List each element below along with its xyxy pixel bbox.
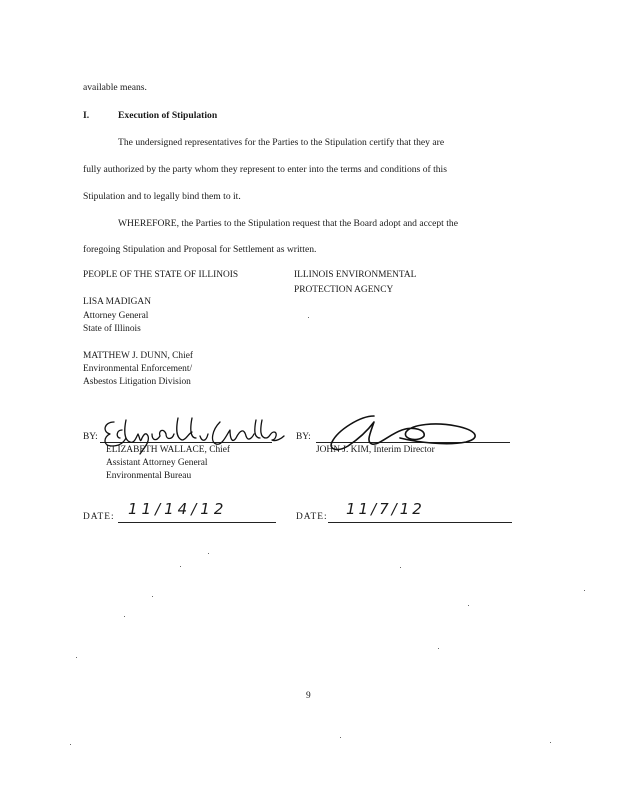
left-date-line: [118, 522, 276, 523]
scan-speck: [400, 567, 401, 568]
scan-speck: [124, 616, 125, 617]
paragraph2-line2: foregoing Stipulation and Proposal for Settlement as written.: [83, 244, 317, 255]
scan-speck: [340, 737, 341, 738]
scan-speck: [180, 566, 181, 567]
right-party-name-line2: PROTECTION AGENCY: [294, 285, 394, 295]
right-date-line: [328, 522, 512, 523]
right-by-label: BY:: [296, 432, 311, 442]
official2-name: MATTHEW J. DUNN, Chief: [83, 351, 193, 361]
official2-title1: Environmental Enforcement/: [83, 364, 193, 374]
paragraph2-line1: WHEREFORE, the Parties to the Stipulation request that the Board adopt and accept the: [118, 218, 458, 229]
official2-title2: Asbestos Litigation Division: [83, 377, 191, 387]
scan-speck: [438, 648, 439, 649]
section-number: I.: [83, 110, 90, 121]
official1-title: Attorney General: [83, 311, 149, 321]
scan-speck: [468, 605, 469, 606]
left-signatory-title1: Assistant Attorney General: [106, 458, 208, 468]
scan-speck: [70, 744, 71, 745]
left-signatory-title2: Environmental Bureau: [106, 471, 192, 481]
paragraph1-line1: The undersigned representatives for the Parties to the Stipulation certify that they are: [118, 137, 445, 148]
right-date-value: 11/7/12: [346, 500, 425, 518]
left-party-name: PEOPLE OF THE STATE OF ILLINOIS: [83, 270, 239, 280]
left-signatory-name: ELIZABETH WALLACE, Chief: [106, 445, 231, 455]
left-by-label: BY:: [83, 432, 98, 442]
scan-speck: [208, 553, 209, 554]
left-date-label: DATE:: [83, 512, 115, 522]
scan-speck: [308, 317, 309, 318]
right-date-label: DATE:: [296, 512, 328, 522]
scan-speck: [584, 590, 585, 591]
right-signatory-name: JOHN J. KIM, Interim Director: [316, 445, 435, 455]
section-title: Execution of Stipulation: [118, 110, 218, 121]
continuation-text: available means.: [83, 82, 147, 93]
scan-speck: [550, 742, 551, 743]
paragraph1-line3: Stipulation and to legally bind them to it.: [83, 191, 241, 202]
official1-name: LISA MADIGAN: [83, 297, 151, 307]
official1-org: State of Illinois: [83, 324, 141, 334]
paragraph1-line2: fully authorized by the party whom they represent to enter into the terms and conditions of this: [83, 164, 447, 175]
right-party-name-line1: ILLINOIS ENVIRONMENTAL: [294, 270, 417, 280]
page-number: 9: [306, 691, 311, 701]
scan-speck: [152, 596, 153, 597]
scan-speck: [76, 657, 77, 658]
left-date-value: 11/14/12: [128, 500, 228, 518]
